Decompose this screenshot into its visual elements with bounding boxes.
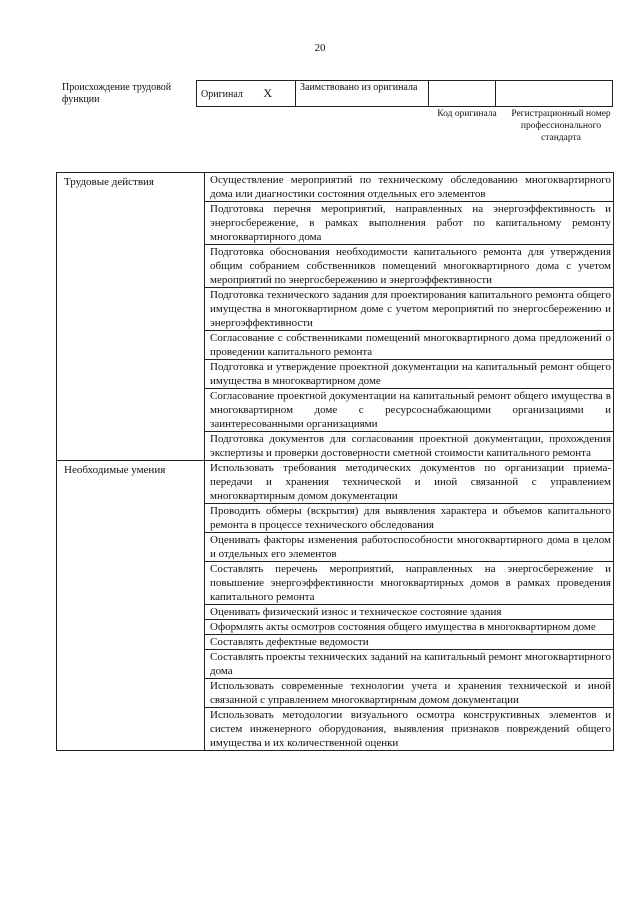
list-item: Подготовка документов для согласования проектной документации, прохождения экспертизы и проверки достоверности сметной стоимости капитального ремонта (205, 432, 614, 461)
page-number: 20 (314, 42, 326, 54)
list-item: Проводить обмеры (вскрытия) для выявления характера и объемов капитального ремонта в процессе технического обследования (205, 504, 614, 533)
registration-cell (496, 81, 613, 107)
code-cell (429, 81, 496, 107)
registration-caption: Регистрационный номер профессионального стандарта (511, 109, 611, 143)
list-item: Использовать требования методических документов по организации приема-передачи и хранения технической и иной связанной с управлением многоквартирным домом документации (205, 461, 614, 504)
origin-label: Происхождение трудовой функции (62, 82, 172, 105)
list-item: Осуществление мероприятий по техническому обследованию многоквартирного дома или диагностики состояния отдельных его элементов (205, 173, 614, 202)
list-item: Подготовка и утверждение проектной документации на капитальный ремонт общего имущества в многоквартирном доме (205, 360, 614, 389)
list-item: Оценивать факторы изменения работоспособности многоквартирного дома в целом и отдельных его элементов (205, 533, 614, 562)
original-mark: X (263, 85, 273, 100)
original-label: Оригинал (201, 88, 243, 100)
list-item: Оформлять акты осмотров состояния общего имущества в многоквартирном доме (205, 620, 614, 635)
origin-table (196, 80, 613, 107)
section-label: Трудовые действия (57, 173, 205, 461)
list-item: Подготовка перечня мероприятий, направленных на энергоэффективность и энергосбережение, в рамках выполнения работ по капитальному ремонту многоквартирного дома (205, 202, 614, 245)
table-row (57, 461, 614, 504)
code-caption: Код оригинала (437, 109, 497, 119)
list-item: Согласование проектной документации на капитальный ремонт общего имущества в многоквартирном доме с ресурсоснабжающими организациями и заинтересованными организациями (205, 389, 614, 432)
list-item: Подготовка технического задания для проектирования капитального ремонта общего имущества в многоквартирном доме с учетом мероприятий по энергосбережению и энергоэффективности (205, 288, 614, 331)
list-item: Составлять перечень мероприятий, направленных на энергосбережение и повышение энергоэффективности многоквартирных домов в рамках проведения капитального ремонта (205, 562, 614, 605)
list-item: Подготовка обоснования необходимости капитального ремонта для утверждения общим собранием собственников помещений многоквартирного дома с учетом мероприятий по энергосбережению и энергоэффективности (205, 245, 614, 288)
list-item: Оценивать физический износ и техническое состояние здания (205, 605, 614, 620)
list-item: Использовать методологии визуального осмотра конструктивных элементов и систем инженерного оборудования, выявления признаков повреждений общего имущества и их количественной оценки (205, 708, 614, 751)
functions-table (56, 172, 614, 751)
original-cell (197, 81, 296, 107)
borrowed-cell: Заимствовано из оригинала (296, 81, 429, 107)
list-item: Использовать современные технологии учета и хранения технической и иной связанной с управлением многоквартирным домом документации (205, 679, 614, 708)
list-item: Согласование с собственниками помещений многоквартирного дома предложений о проведении капитального ремонта (205, 331, 614, 360)
list-item: Составлять дефектные ведомости (205, 635, 614, 650)
list-item: Составлять проекты технических заданий на капитальный ремонт многоквартирного дома (205, 650, 614, 679)
section-label: Необходимые умения (57, 461, 205, 751)
table-row (57, 173, 614, 202)
